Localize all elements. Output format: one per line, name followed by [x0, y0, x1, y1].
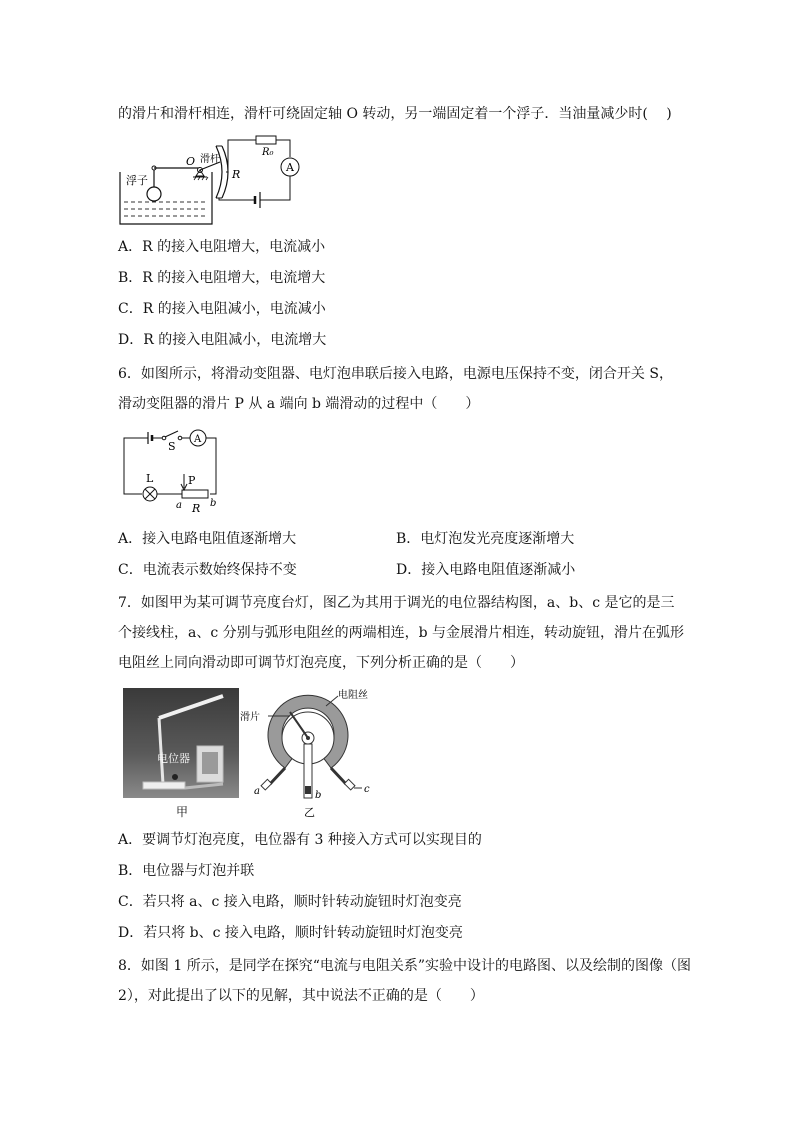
q7-option-a: A．要调节灯泡亮度，电位器有 3 种接入方式可以实现目的	[118, 832, 482, 848]
resistor-r0-label: R₀	[262, 147, 274, 158]
q6-circuit-diagram	[118, 424, 230, 516]
q6-option-b: B．电灯泡发光亮度逐渐增大	[396, 531, 575, 547]
resistance-wire-label: 电阻丝	[338, 690, 368, 701]
q8-stem-line1: 8．如图 1 所示，是同学在探究“电流与电阻关系”实验中设计的电路图、以及绘制的图像（图	[118, 958, 692, 974]
caption-yi: 乙	[304, 806, 315, 819]
float-label: 浮子	[126, 174, 148, 187]
rheostat-icon	[182, 490, 208, 498]
end-a-label: a	[176, 500, 182, 511]
q6-option-a: A．接入电路电阻值逐渐增大	[118, 531, 297, 547]
q6-stem-line1: 6．如图所示，将滑动变阻器、电灯泡串联后接入电路，电源电压保持不变，闭合开关 S，	[118, 366, 673, 382]
terminal-b-label: b	[315, 790, 322, 801]
q8-stem-line2: 2），对此提出了以下的见解，其中说法不正确的是（ ）	[118, 988, 484, 1004]
caption-jia: 甲	[176, 805, 189, 819]
q7-potentiometer-diagram	[238, 686, 388, 820]
q5-option-c: C．R 的接入电阻减小，电流减小	[118, 301, 326, 317]
q7-option-d: D．若只将 b、c 接入电路，顺时针转动旋钮时灯泡变亮	[118, 925, 463, 941]
resistor-r-label: R	[232, 168, 241, 181]
photo-potentiometer-label: 电位器	[157, 752, 190, 765]
resistor-label: R	[192, 502, 201, 515]
q7-stem-line3: 电阻丝上同向滑动即可调节灯泡亮度，下列分析正确的是（ ）	[118, 655, 524, 671]
q7-stem-line1: 7．如图甲为某可调节亮度台灯，图乙为其用于调光的电位器结构图，a、b、c 是它的是三	[118, 595, 675, 611]
slider-label: P	[188, 474, 196, 487]
pivot-label: O	[186, 155, 196, 168]
q5-stem: 的滑片和滑杆相连，滑杆可绕固定轴 O 转动，另一端固定着一个浮子．当油量减少时( )	[118, 106, 672, 122]
q6-stem-line2: 滑动变阻器的滑片 P 从 a 端向 b 端滑动的过程中（ ）	[118, 396, 480, 412]
terminal-a-label: a	[254, 786, 260, 797]
q7-option-c: C．若只将 a、c 接入电路，顺时针转动旋钮时灯泡变亮	[118, 894, 462, 910]
q6-option-d: D．接入电路电阻值逐渐减小	[396, 562, 576, 578]
q5-fuel-gauge-diagram	[116, 132, 306, 228]
ammeter-label: A	[286, 161, 294, 174]
desk-lamp-photo	[123, 688, 239, 798]
float-icon	[147, 187, 161, 201]
switch-label: S	[168, 440, 176, 453]
q6-option-c: C．电流表示数始终保持不变	[118, 562, 297, 578]
q5-option-d: D．R 的接入电阻减小，电流增大	[118, 332, 327, 348]
slider-label: 滑片	[240, 712, 260, 723]
switch-icon	[165, 431, 178, 437]
q5-option-a: A．R 的接入电阻增大，电流减小	[118, 239, 326, 255]
q7-option-b: B．电位器与灯泡并联	[118, 863, 255, 879]
q7-stem-line2: 个接线柱，a、c 分别与弧形电阻丝的两端相连，b 与金展滑片相连，转动旋钮，滑片在弧形	[118, 625, 685, 641]
resistor-r0	[256, 136, 276, 144]
lever-label: 滑杆	[200, 154, 220, 165]
lamp-label: L	[146, 472, 154, 485]
q5-option-b: B．R 的接入电阻增大，电流增大	[118, 270, 326, 286]
end-b-label: b	[210, 498, 217, 509]
terminal-c-label: c	[364, 784, 370, 795]
ammeter-label: A	[194, 434, 202, 445]
